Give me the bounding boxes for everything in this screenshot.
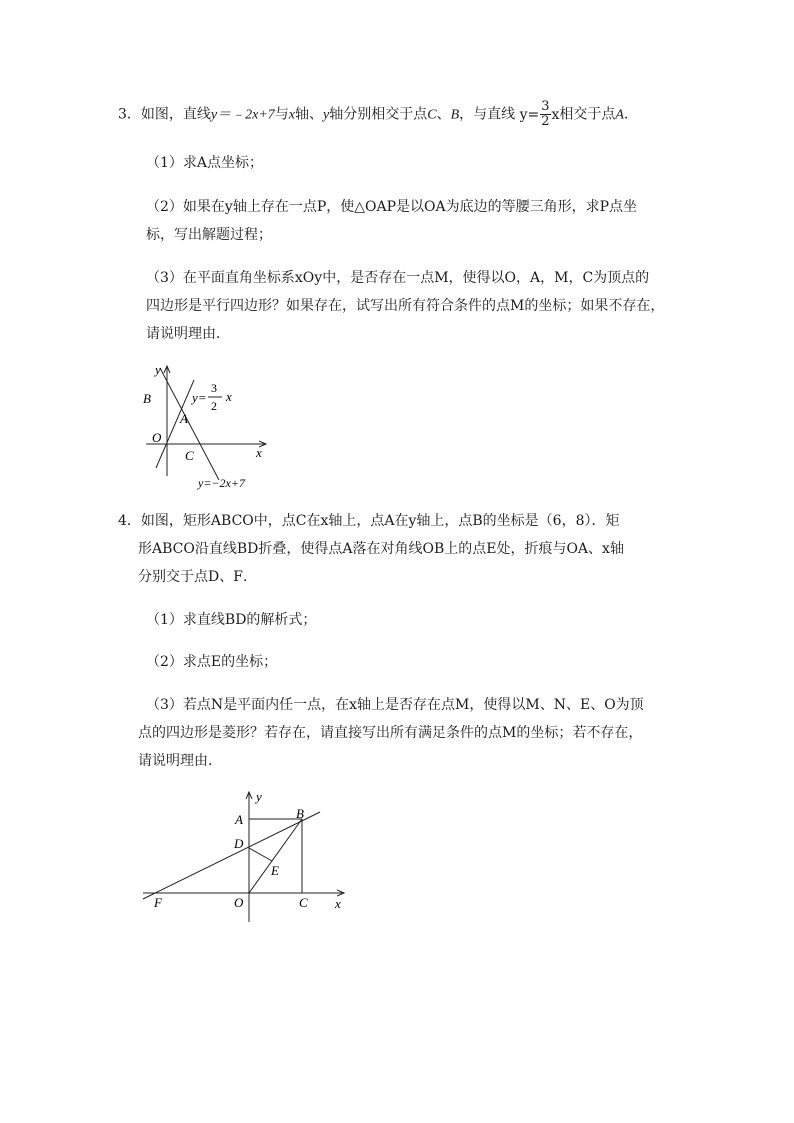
fraction-numerator: 3 (541, 99, 550, 114)
problem4-fig-label-A: A (235, 812, 243, 827)
problem3-point-c: C (427, 107, 437, 123)
problem3-fig-eq2-numerator: 3 (211, 381, 217, 395)
problem3-separator: 、 (436, 106, 451, 123)
problem3-question-2-line-2: 标，写出解题过程； (146, 227, 272, 243)
problem4-figure (138, 786, 358, 926)
eq-y: y= (519, 106, 540, 123)
problem4-question-2: （2）求点E的坐标； (146, 654, 278, 670)
problem3-fig-label-A: A (180, 411, 188, 426)
eq-x: x (551, 106, 560, 123)
problem4-stem-line-1: 4．如图，矩形ABCO中，点C在x轴上，点A在y轴上，点B的坐标是（6，8）．矩 (118, 513, 620, 529)
problem4-stem-line-3: 分别交于点D、F． (138, 569, 257, 585)
problem3-stem (118, 100, 638, 129)
problem3-question-3-line-1: （3）在平面直角坐标系xOy中，是否存在一点M，使得以O，A，M，C为顶点的 (146, 270, 650, 286)
problem3-period: ． (623, 106, 638, 123)
fraction (540, 100, 550, 129)
problem4-question-3-line-3: 请说明理由． (138, 753, 222, 769)
problem4-stem-line-2: 形ABCO沿直线BD折叠，使得点A落在对角线OB上的点E处，折痕与OA、x轴 (138, 541, 624, 557)
problem4-question-3-line-1: （3）若点N是平面内任一点，在x轴上是否存在点M，使得以M、N、E、O为顶 (146, 697, 644, 713)
problem4-fig-label-E: E (271, 863, 279, 878)
problem4-fig-label-x: x (335, 896, 341, 911)
problem4-question-1: （1）求直线BD的解析式； (146, 612, 317, 628)
problem3-fig-eq1: y=−2x+7 (198, 476, 245, 490)
problem3-fig-label-B: B (143, 391, 151, 406)
problem3-point-a: A (615, 107, 624, 123)
problem4-fig-label-C: C (299, 895, 308, 910)
problem3-line1-equation: y＝﹣2x+7 (210, 107, 275, 123)
problem3-number: 3． (118, 106, 141, 123)
problem3-text-5: ，与直线 (459, 106, 516, 123)
problem3-point-b: B (450, 107, 460, 123)
problem3-question-3-line-3: 请说明理由． (146, 326, 230, 342)
problem3-figure (136, 358, 276, 493)
problem3-fig-label-O: O (152, 430, 162, 445)
problem3-text-1: 如图，直线 (140, 106, 211, 123)
problem3-fig-label-C: C (185, 448, 194, 463)
problem4-fig-label-B: B (296, 806, 304, 821)
problem3-question-3-line-2: 四边形是平行四边形？如果存在，试写出所有符合条件的点M的坐标；如果不存在， (146, 298, 665, 314)
problem3-fig-label-x: x (256, 445, 262, 460)
fraction-denominator: 2 (541, 114, 550, 129)
problem4-fig-label-F: F (154, 895, 162, 910)
problem3-x-var: x (288, 107, 296, 123)
problem4-question-3-line-2: 点的四边形是菱形？若存在，请直接写出所有满足条件的点M的坐标；若不存在， (138, 725, 643, 741)
problem3-text-3: 轴、 (295, 106, 324, 123)
problem3-question-1: （1）求A点坐标； (146, 155, 264, 171)
problem3-question-2-line-1: （2）如果在y轴上存在一点P，使△OAP是以OA为底边的等腰三角形，求P点坐 (146, 199, 638, 215)
problem4-fig-label-O: O (234, 895, 244, 910)
problem3-fig-label-y: y (155, 362, 161, 377)
problem4-diagonal-OB (249, 819, 302, 893)
problem4-fold-line (143, 812, 320, 899)
problem4-fig-label-y: y (256, 789, 262, 804)
problem3-fig-eq2-y: y= (192, 390, 207, 405)
problem3-fig-eq2-x: x (226, 389, 232, 404)
problem3-fig-eq2-denominator: 2 (211, 399, 217, 413)
problem3-y-var: y (323, 107, 330, 123)
problem3-text-6: 相交于点 (559, 106, 616, 123)
problem3-text-4: 轴分别相交于点 (329, 106, 428, 123)
problem4-fig-label-D: D (234, 836, 244, 851)
problem3-line2-equation (519, 99, 560, 129)
problem4-segment-DE (249, 848, 272, 861)
problem3-text-2: 与 (274, 106, 289, 123)
